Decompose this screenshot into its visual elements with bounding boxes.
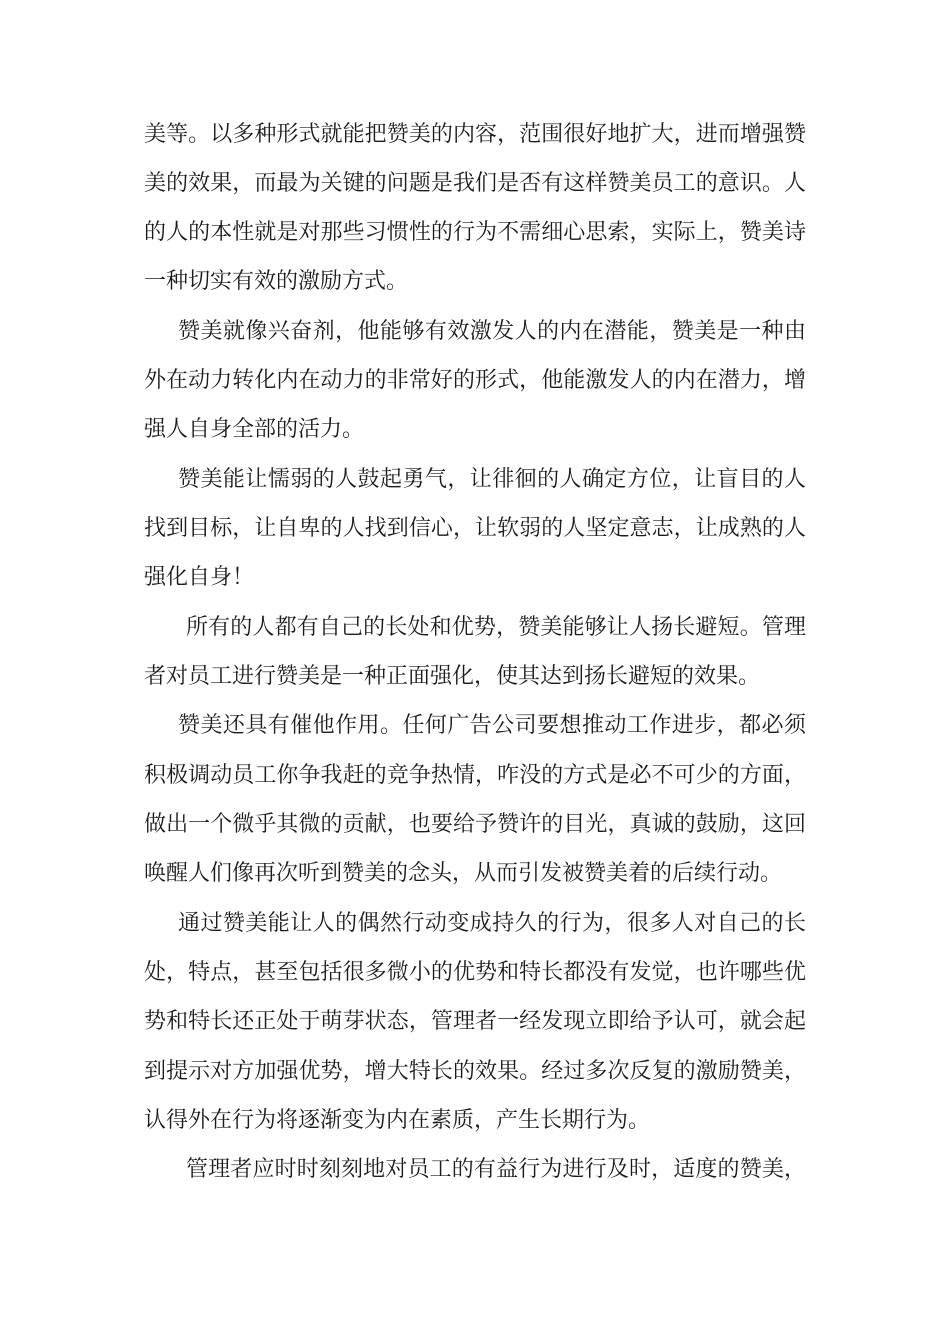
paragraph-5-line-2: 积极调动员工你争我赶的竞争热情，咋没的方式是必不可少的方面， <box>144 763 806 788</box>
paragraph-3-line-1: 赞美能让懦弱的人鼓起勇气，让徘徊的人确定方位，让盲目的人 <box>178 467 806 492</box>
paragraph-4-line-2: 者对员工进行赞美是一种正面强化，使其达到扬长避短的效果。 <box>144 664 761 689</box>
paragraph-6-line-1: 通过赞美能让人的偶然行动变成持久的行为，很多人对自己的长 <box>178 911 806 936</box>
paragraph-6-line-5: 认得外在行为将逐渐变为内在素质，产生长期行为。 <box>144 1108 651 1133</box>
paragraph-6-line-3: 势和特长还正处于萌芽状态，管理者一经发现立即给予认可，就会起 <box>144 1009 806 1034</box>
paragraph-3-line-3: 强化自身！ <box>144 565 255 590</box>
paragraph-7-line-1: 管理者应时时刻刻地对员工的有益行为进行及时，适度的赞美， <box>186 1157 806 1182</box>
paragraph-6-line-4: 到提示对方加强优势，增大特长的效果。经过多次反复的激励赞美， <box>144 1059 806 1084</box>
paragraph-2-line-1: 赞美就像兴奋剂，他能够有效激发人的内在潜能，赞美是一种由 <box>178 319 806 344</box>
paragraph-3-line-2: 找到目标，让自卑的人找到信心，让软弱的人坚定意志，让成熟的人 <box>144 516 806 541</box>
paragraph-5-line-1: 赞美还具有催他作用。任何广告公司要想推动工作进步，都必须 <box>178 713 806 738</box>
paragraph-5-line-3: 做出一个微乎其微的贡献，也要给予赞许的目光，真诚的鼓励，这回 <box>144 812 806 837</box>
text-line-3: 的人的本性就是对那些习惯性的行为不需细心思索，实际上，赞美诗 <box>144 220 806 245</box>
paragraph-2-line-2: 外在动力转化内在动力的非常好的形式，他能激发人的内在潜力，增 <box>144 368 806 393</box>
paragraph-2-line-3: 强人自身全部的活力。 <box>144 417 365 442</box>
paragraph-6-line-2: 处，特点，甚至包括很多微小的优势和特长都没有发觉，也许哪些优 <box>144 960 806 985</box>
text-line-4: 一种切实有效的激励方式。 <box>144 269 409 294</box>
paragraph-5-line-4: 唤醒人们像再次听到赞美的念头，从而引发被赞美着的后续行动。 <box>144 861 783 886</box>
text-line-1: 美等。以多种形式就能把赞美的内容，范围很好地扩大，进而增强赞 <box>144 122 806 147</box>
text-line-2: 美的效果，而最为关键的问题是我们是否有这样赞美员工的意识。人 <box>144 171 806 196</box>
paragraph-4-line-1: 所有的人都有自己的长处和优势，赞美能够让人扬长避短。管理 <box>186 615 806 640</box>
